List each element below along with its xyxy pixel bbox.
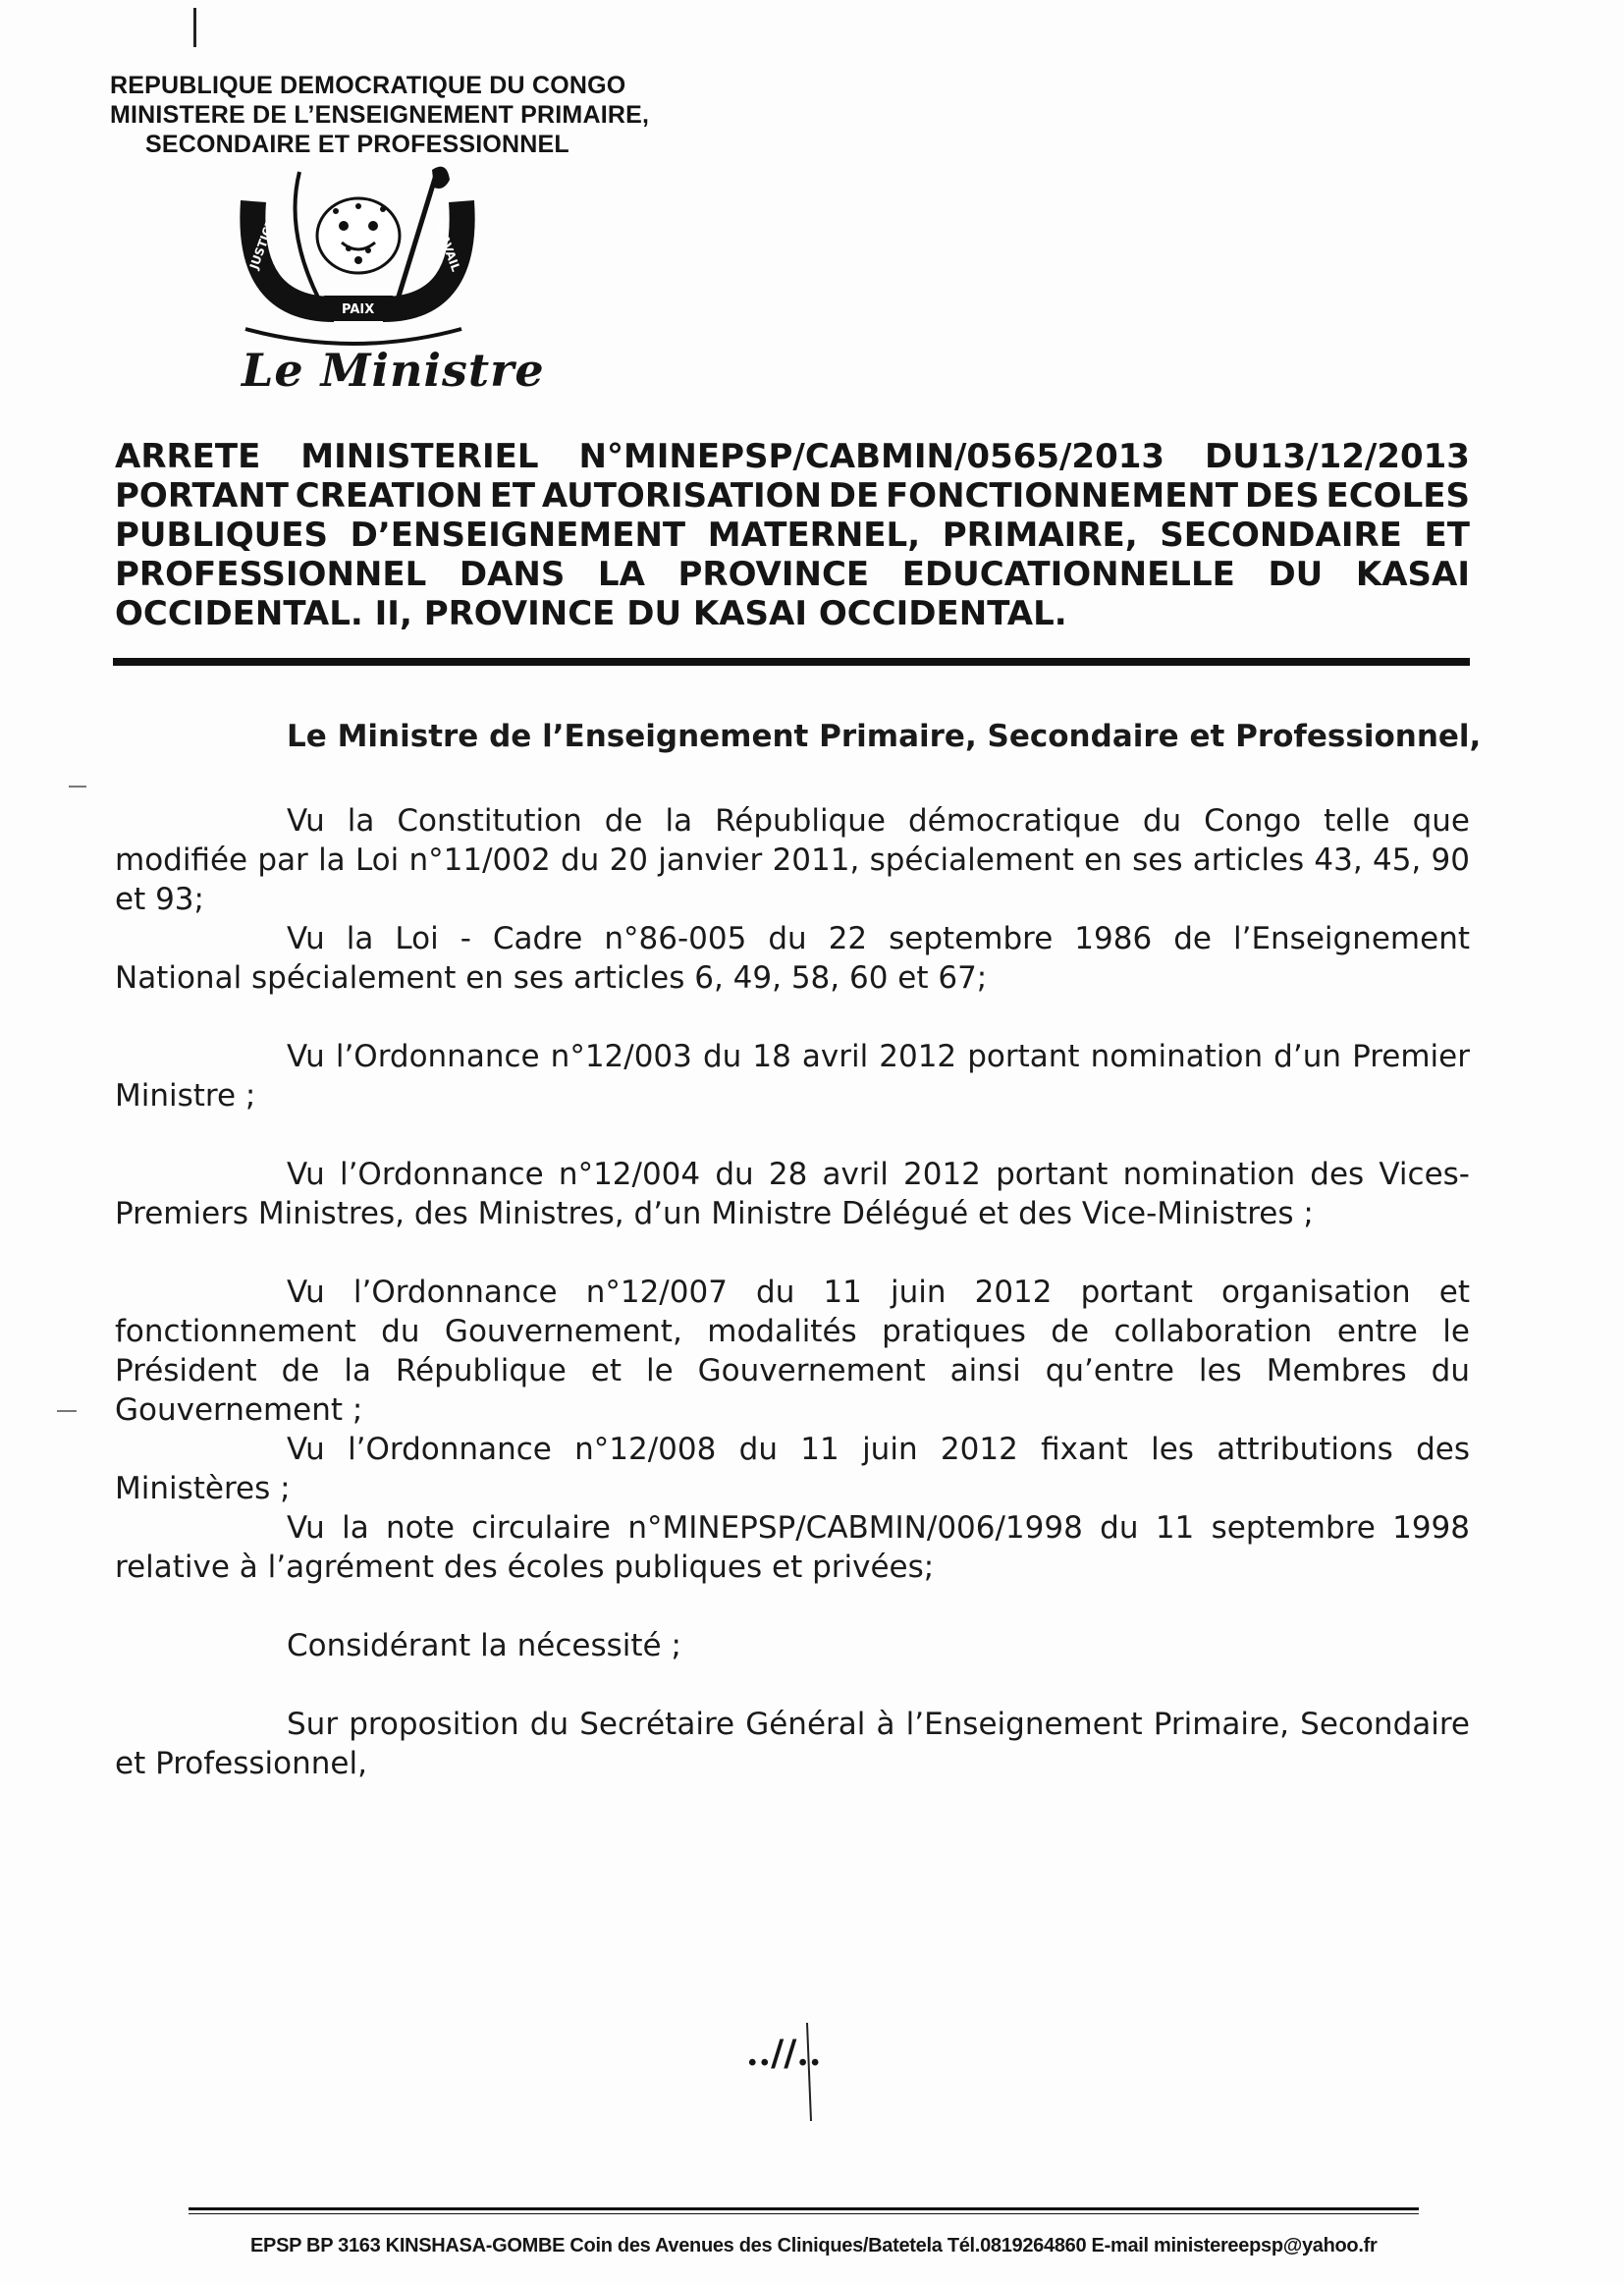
title-word: PROFESSIONNEL (115, 555, 427, 594)
scan-artifact (69, 786, 86, 788)
title-word: DES (1244, 476, 1320, 516)
scan-artifact (57, 1410, 77, 1412)
motto-bottom: PAIX (342, 302, 375, 317)
considerant-paragraph (115, 919, 1470, 998)
decree-date: DU13/12/2013 (1205, 437, 1470, 476)
title-word: FONCTIONNEMENT (885, 476, 1239, 516)
letterhead-country: REPUBLIQUE DEMOCRATIQUE DU CONGO (110, 72, 626, 99)
footer-divider-thin (189, 2213, 1419, 2214)
title-word: MATERNEL, (707, 516, 921, 555)
title-word: KASAI (1355, 555, 1470, 594)
coat-of-arms-icon (226, 162, 481, 349)
title-word: DANS (459, 555, 566, 594)
title-word: ARRETE (115, 437, 261, 476)
title-word: DE (828, 476, 880, 516)
title-row (115, 516, 1470, 555)
minister-heading: Le Ministre (242, 344, 545, 397)
considerant-paragraph (115, 1273, 1470, 1430)
footer-divider (189, 2207, 1419, 2210)
title-word: MINISTERIEL (300, 437, 539, 476)
title-word: ET (1424, 516, 1470, 555)
title-word: ECOLES (1326, 476, 1470, 516)
title-word: PORTANT (115, 476, 289, 516)
title-divider (113, 658, 1470, 666)
title-row (115, 476, 1470, 516)
title-word: PUBLIQUES (115, 516, 328, 555)
title-last-line: OCCIDENTAL. II, PROVINCE DU KASAI OCCIDENTAL. (115, 594, 1067, 633)
letterhead-ministry: MINISTERE DE L’ENSEIGNEMENT PRIMAIRE, (110, 101, 650, 129)
paragraph-text: Sur proposition du Secrétaire Général à l’Enseignement Primaire, Secondaire et Professionnel, (115, 1707, 1470, 1781)
considerant-paragraph (115, 1430, 1470, 1508)
scan-artifact (193, 8, 196, 47)
paragraph-text: Vu l’Ordonnance n°12/007 du 11 juin 2012 portant organisation et fonctionnement du Gouvernement, modalités pratiques de collaboration entre le Président de la République et le Gouvernement ainsi qu’entre les Membres du Gouvernement ; (115, 1275, 1470, 1428)
title-word: ET (489, 476, 536, 516)
title-word: CREATION (295, 476, 483, 516)
letterhead (110, 71, 719, 159)
title-word: EDUCATIONNELLE (901, 555, 1235, 594)
decree-title (115, 437, 1470, 633)
title-word: DU (1268, 555, 1324, 594)
considerant-paragraph (115, 1705, 1470, 1783)
paragraph-text: Vu l’Ordonnance n°12/004 du 28 avril 2012 portant nomination des Vices-Premiers Ministres, des Ministres, d’un Ministre Délégué et des Vice-Ministres ; (115, 1157, 1470, 1231)
title-word: PRIMAIRE, (942, 516, 1138, 555)
title-word: LA (597, 555, 645, 594)
motto-right: TRAVAIL (431, 217, 463, 274)
title-row (115, 437, 1470, 476)
preamble-heading: Le Ministre de l’Enseignement Primaire, Secondaire et Professionnel, (287, 719, 1482, 754)
continuation-stroke-icon (797, 2013, 827, 2131)
footer-address: EPSP BP 3163 KINSHASA-GOMBE Coin des Avenues des Cliniques/Batetela Tél.0819264860 E-mail ministereepsp@yahoo.fr (250, 2235, 1378, 2257)
paragraph-text: Vu l’Ordonnance n°12/003 du 18 avril 2012 portant nomination d’un Premier Ministre ; (115, 1039, 1470, 1114)
title-word: SECONDAIRE (1160, 516, 1402, 555)
title-word: PROVINCE (677, 555, 870, 594)
page-continuation-mark: ..//.. (746, 2033, 822, 2074)
title-word: AUTORISATION (541, 476, 823, 516)
paragraph-text: Vu la Constitution de la République démocratique du Congo telle que modifiée par la Loi n°11/002 du 20 janvier 2011, spécialement en ses articles 43, 45, 90 et 93; (115, 803, 1470, 917)
paragraph-text: Vu la note circulaire n°MINEPSP/CABMIN/006/1998 du 11 septembre 1998 relative à l’agrément des écoles publiques et privées; (115, 1510, 1470, 1585)
decree-number: N°MINEPSP/CABMIN/0565/2013 (578, 437, 1165, 476)
title-row (115, 555, 1470, 594)
letterhead-ministry-cont: SECONDAIRE ET PROFESSIONNEL (145, 131, 569, 158)
considerant-paragraph (115, 1626, 1470, 1665)
title-word: D’ENSEIGNEMENT (350, 516, 686, 555)
considerant-paragraph (115, 1155, 1470, 1233)
considerant-paragraph (115, 801, 1470, 919)
paragraph-text: Vu l’Ordonnance n°12/008 du 11 juin 2012 fixant les attributions des Ministères ; (115, 1432, 1470, 1506)
considerant-paragraph (115, 1508, 1470, 1587)
considerant-paragraph (115, 1037, 1470, 1115)
motto-left: JUSTICE (246, 217, 278, 272)
paragraph-text: Considérant la nécessité ; (287, 1628, 681, 1663)
paragraph-text: Vu la Loi - Cadre n°86-005 du 22 septembre 1986 de l’Enseignement National spécialement en ses articles 6, 49, 58, 60 et 67; (115, 921, 1470, 996)
